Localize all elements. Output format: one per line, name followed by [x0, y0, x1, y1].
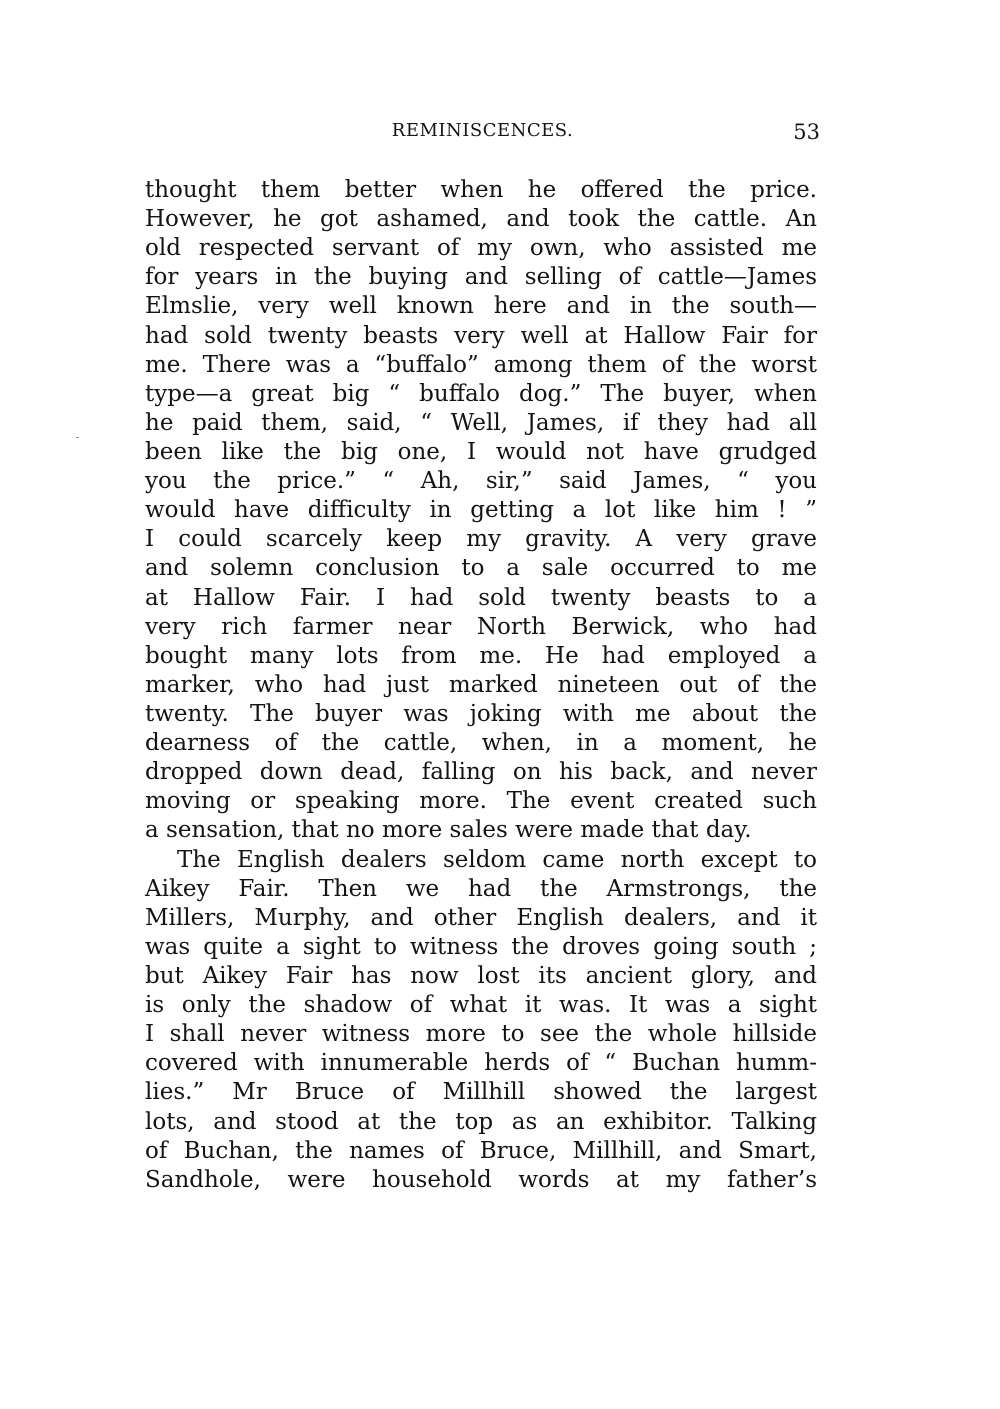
text-line: type—a great big “ buffalo dog.” The buyer, when: [145, 380, 817, 407]
text-line: dropped down dead, falling on his back, and never: [145, 759, 817, 786]
text-line: very rich farmer near North Berwick, who had: [145, 613, 817, 640]
text-line: marker, who had just marked nineteen out of the: [145, 671, 817, 698]
text-line: covered with innumerable herds of “ Buchan humm-: [145, 1050, 817, 1077]
running-head: [145, 120, 820, 150]
text-line: moving or speaking more. The event created such: [145, 788, 817, 815]
text-line: Aikey Fair. Then we had the Armstrongs, the: [145, 875, 817, 902]
text-line: of Buchan, the names of Bruce, Millhill, and Smart,: [145, 1137, 817, 1164]
text-line: and solemn conclusion to a sale occurred to me: [145, 555, 817, 582]
body-text: [145, 176, 817, 1195]
text-line: thought them better when he offered the price.: [145, 177, 817, 203]
text-line: I could scarcely keep my gravity. A very grave: [145, 526, 817, 553]
text-line: dearness of the cattle, when, in a moment, he: [145, 730, 817, 757]
text-line: he paid them, said, “ Well, James, if they had all: [145, 409, 817, 436]
text-line: had sold twenty beasts very well at Hallow Fair for: [145, 322, 817, 349]
text-line: Elmslie, very well known here and in the south—: [145, 293, 817, 320]
text-line: for years in the buying and selling of cattle—James: [145, 264, 817, 291]
text-line: lies.” Mr Bruce of Millhill showed the largest: [145, 1079, 817, 1106]
text-line: Sandhole, were household words at my father’s: [145, 1166, 817, 1193]
text-line: is only the shadow of what it was. It was a sight: [145, 992, 817, 1019]
text-line: a sensation, that no more sales were made that day.: [145, 817, 752, 844]
text-line: would have difficulty in getting a lot like him ! ”: [145, 497, 817, 524]
text-line: but Aikey Fair has now lost its ancient glory, and: [145, 962, 817, 989]
page-number: 53: [793, 120, 820, 144]
text-line: I shall never witness more to see the whole hillside: [145, 1021, 817, 1048]
text-line: me. There was a “buffalo” among them of the worst: [145, 351, 817, 378]
text-line: The English dealers seldom came north except to: [177, 846, 817, 873]
text-line: been like the big one, I would not have grudged: [145, 438, 817, 465]
text-line: Millers, Murphy, and other English dealers, and it: [145, 904, 817, 931]
text-line: bought many lots from me. He had employed a: [145, 642, 817, 669]
text-line: However, he got ashamed, and took the cattle. An: [145, 206, 817, 233]
text-line: at Hallow Fair. I had sold twenty beasts to a: [145, 584, 817, 611]
text-line: twenty. The buyer was joking with me about the: [145, 700, 817, 727]
margin-speck: [76, 437, 79, 438]
running-title: REMINISCENCES.: [391, 120, 574, 141]
text-line: was quite a sight to witness the droves going south ;: [145, 933, 817, 960]
text-line: old respected servant of my own, who assisted me: [145, 235, 817, 262]
text-line: lots, and stood at the top as an exhibitor. Talking: [145, 1108, 817, 1135]
text-line: you the price.” “ Ah, sir,” said James, “ you: [145, 468, 817, 495]
